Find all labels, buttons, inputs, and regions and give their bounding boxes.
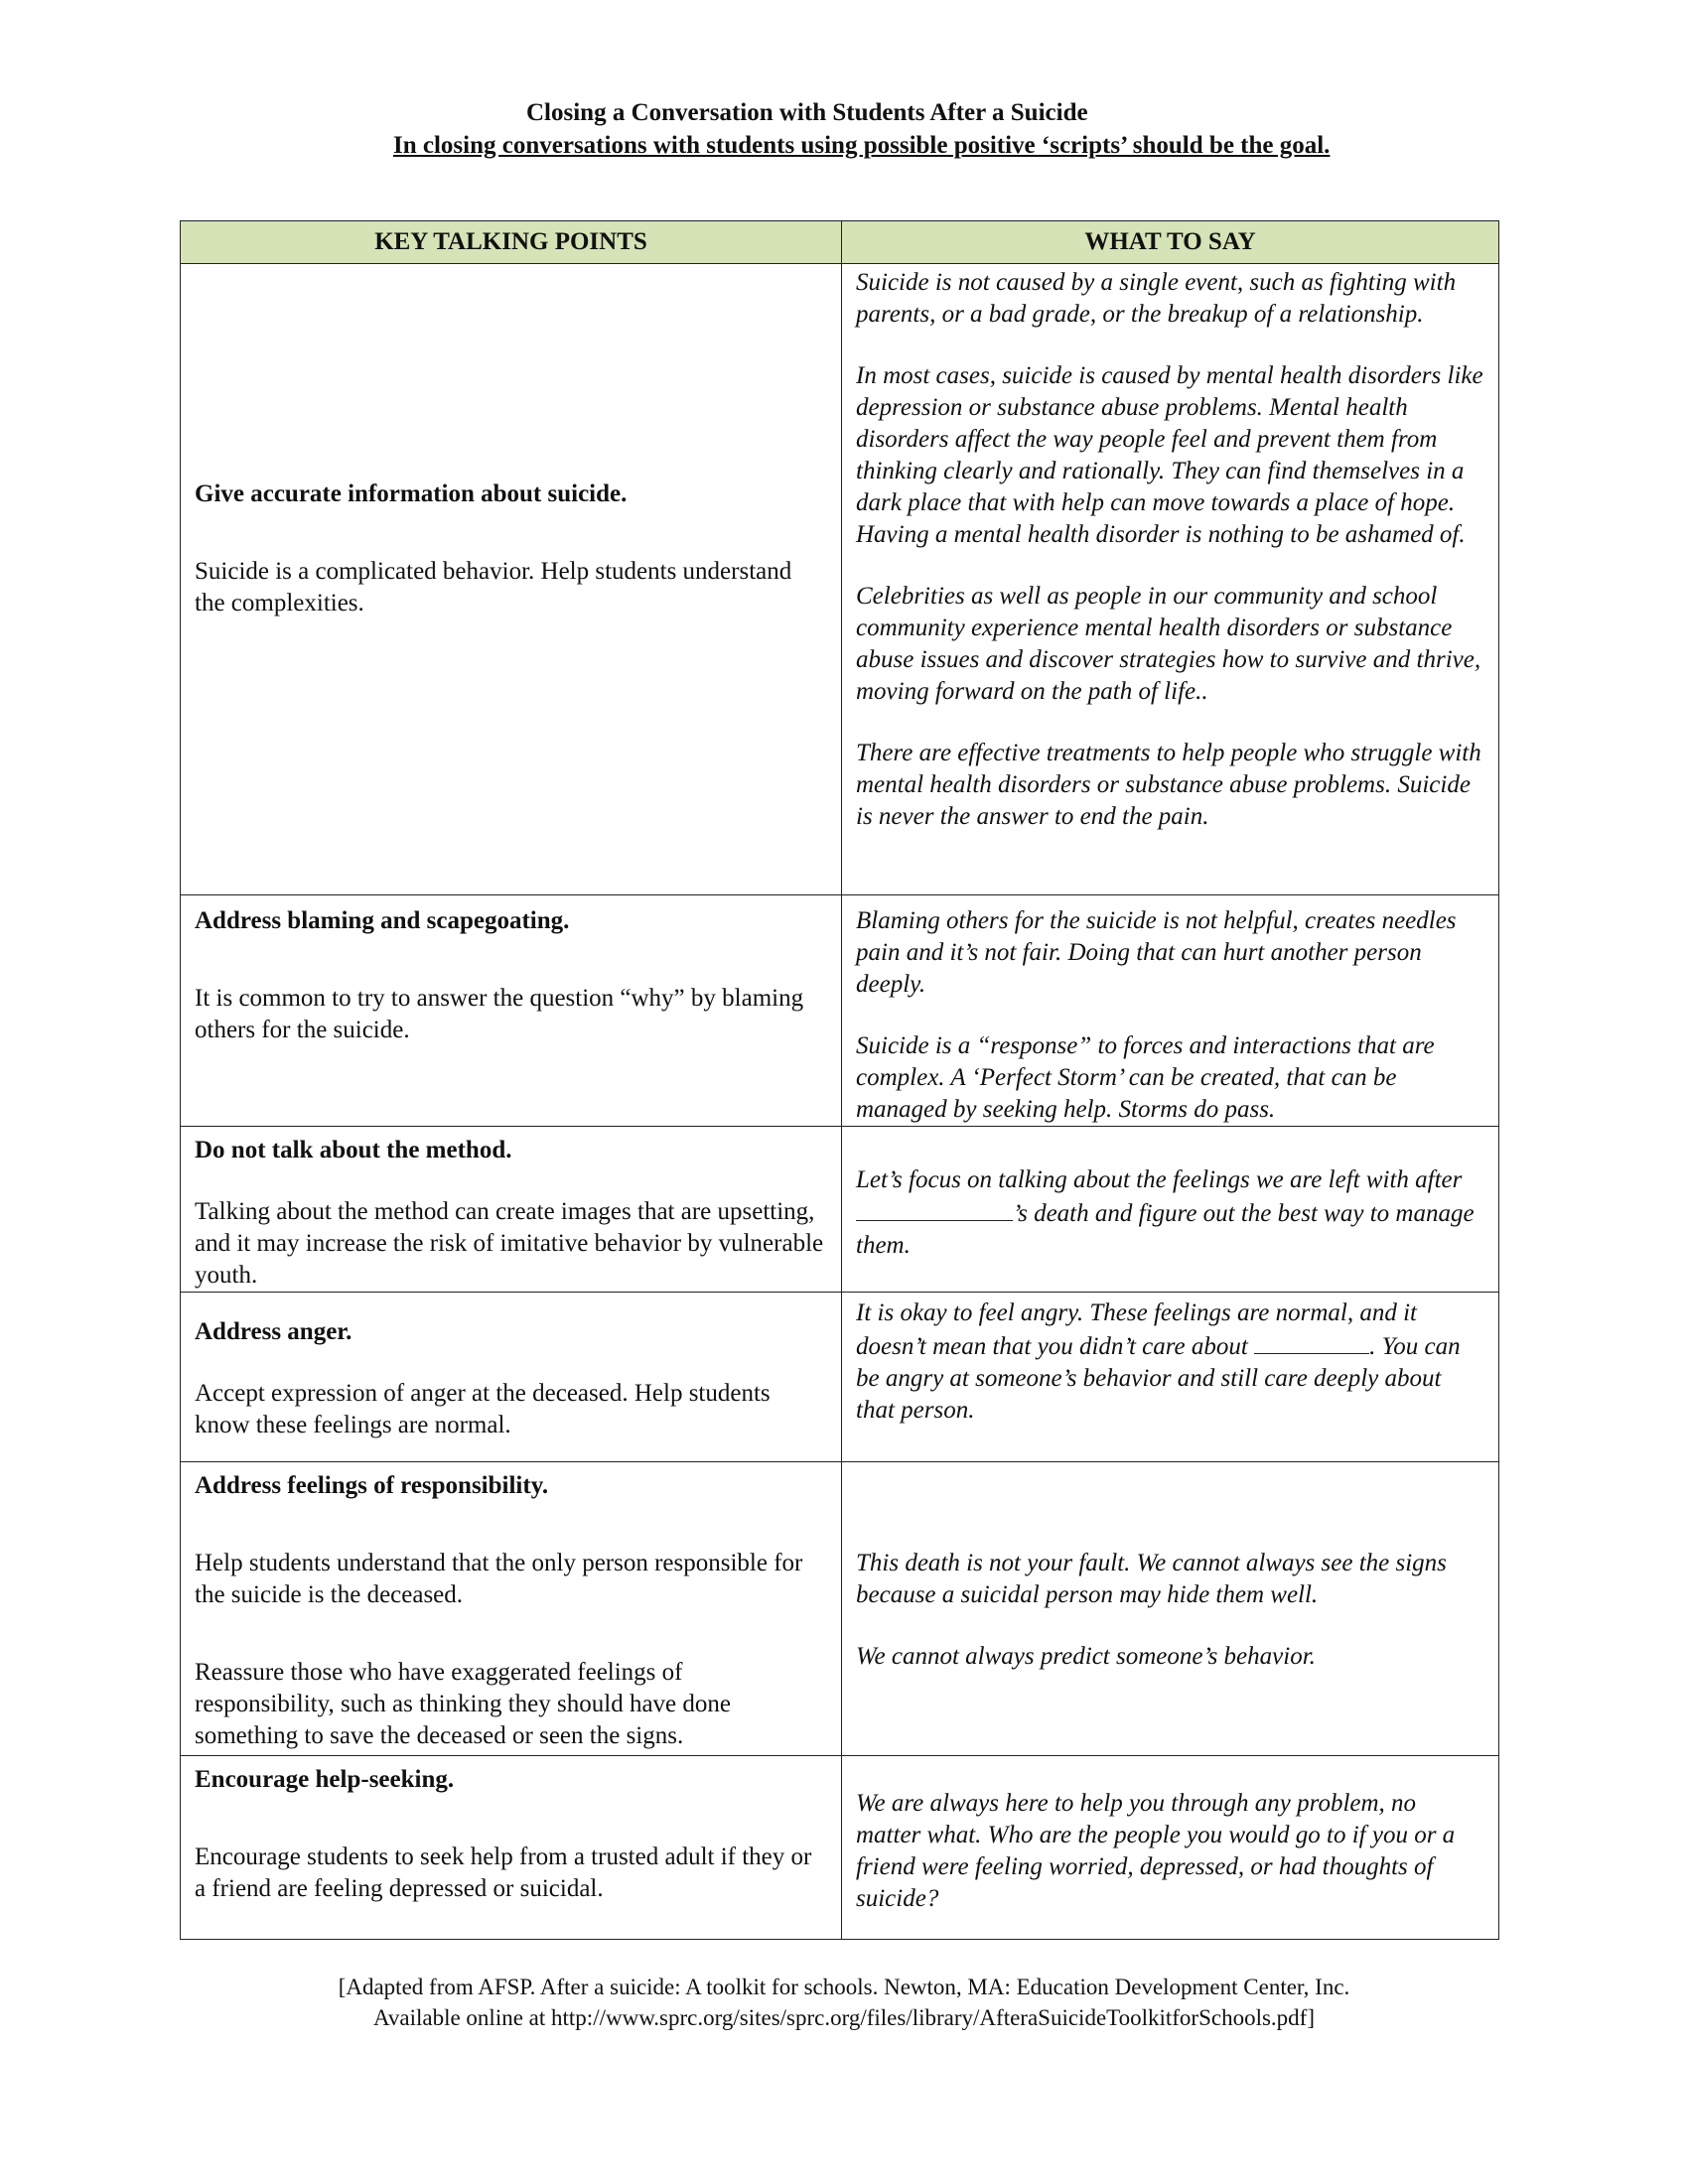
table-row [181,1127,1499,1293]
table-row [181,1756,1499,1940]
talking-point-text: Accept expression of anger at the deceased. Help students know these feelings are normal. [195,1380,771,1438]
name-blank [856,1196,1013,1221]
what-to-say-cell [842,1756,1499,1940]
talking-point-heading: Address anger. [195,1318,352,1345]
what-to-say-cell [842,1462,1499,1756]
what-to-say-text: Suicide is not caused by a single event, such as fighting with parents, or a bad grade, or the breakup of a relationship. [856,269,1457,328]
talking-point-heading: Give accurate information about suicide. [195,479,628,507]
talking-point-heading: Do not talk about the method. [195,1137,512,1163]
what-to-say-text: We cannot always predict someone’s behavior. [856,1643,1316,1670]
citation-line: Available online at http://www.sprc.org/sites/sprc.org/files/library/AfteraSuicideToolkitforSchools.pdf] [372,2005,1315,2030]
what-to-say-text: Suicide is a “response” to forces and interactions that are complex. A ‘Perfect Storm’ can be created, that can be managed by seeking help. Storms do pass. [856,1032,1435,1123]
page-title: Closing a Conversation with Students After a Suicide [526,99,1088,126]
talking-point-cell [181,1293,842,1462]
talking-point-text: Encourage students to seek help from a trusted adult if they or a friend are feeling depressed or suicidal. [195,1843,812,1902]
talking-point-text: Suicide is a complicated behavior. Help students understand the complexities. [195,557,792,616]
what-to-say-text: We are always here to help you through any problem, no matter what. Who are the people you would go to if you or a friend were feeling worried, depressed, or had thoughts of suicide? [856,1790,1456,1912]
talking-point-heading: Encourage help-seeking. [195,1766,455,1793]
what-to-say-text: In most cases, suicide is caused by mental health disorders like depression or substance abuse problems. Mental health disorders affect the way people feel and prevent them from thinking clearly and rationally. They can find themselves in a dark place that with help can move towards a place of hope. Having a mental health disorder is nothing to be ashamed of. [856,362,1483,548]
talking-point-cell [181,1462,842,1756]
talking-point-heading: Address blaming and scapegoating. [195,907,570,934]
what-to-say-cell [842,264,1499,895]
what-to-say-text: It is okay to feel angry. These feelings are normal, and it doesn’t mean that you didn’t care about . You can be angry at someone’s behavior and still care deeply about that person. [856,1299,1461,1424]
talking-point-cell [181,264,842,895]
what-to-say-cell [842,1127,1499,1293]
table-row [181,1293,1499,1462]
talking-point-cell [181,1127,842,1293]
what-to-say-text: There are effective treatments to help people who struggle with mental health disorders or substance abuse problems. Suicide is never the answer to end the pain. [856,740,1481,830]
talking-point-text: Talking about the method can create images that are upsetting, and it may increase the risk of imitative behavior by vulnerable youth. [195,1198,824,1289]
talking-point-cell [181,1756,842,1940]
talking-point-heading: Address feelings of responsibility. [195,1472,549,1499]
table-row [181,895,1499,1127]
what-to-say-text: Celebrities as well as people in our community and school community experience mental health disorders or substance abuse issues and discover strategies how to survive and thrive, moving forward on the path of life.. [856,583,1481,705]
talking-point-text: It is common to try to answer the question “why” by blaming others for the suicide. [195,985,804,1043]
table-row [181,1462,1499,1756]
what-to-say-cell [842,895,1499,1127]
column-header-what-to-say: WHAT TO SAY [842,221,1499,264]
citation-line: [Adapted from AFSP. After a suicide: A toolkit for schools. Newton, MA: Education Development Center, Inc. [338,1975,1350,1999]
column-header-key-talking-points: KEY TALKING POINTS [181,221,842,264]
table-header-row [181,221,1499,264]
what-to-say-text: Blaming others for the suicide is not helpful, creates needles pain and it’s not fair. Doing that can hurt another person deeply. [856,907,1457,998]
name-blank [1254,1329,1369,1354]
talking-point-text: Reassure those who have exaggerated feelings of responsibility, such as thinking they should have done something to save the deceased or seen the signs. [195,1659,731,1749]
talking-points-table [180,220,1499,1940]
talking-point-text: Help students understand that the only person responsible for the suicide is the deceased. [195,1550,803,1608]
what-to-say-text: This death is not your fault. We cannot always see the signs because a suicidal person may hide them well. [856,1550,1447,1608]
table-row [181,264,1499,895]
page-subtitle: In closing conversations with students using possible positive ‘scripts’ should be the goal. [393,132,1331,159]
what-to-say-text: Let’s focus on talking about the feelings we are left with after ’s death and figure out the best way to manage them. [856,1166,1475,1259]
talking-point-cell [181,895,842,1127]
what-to-say-cell [842,1293,1499,1462]
citation-footer [0,1972,1688,2033]
